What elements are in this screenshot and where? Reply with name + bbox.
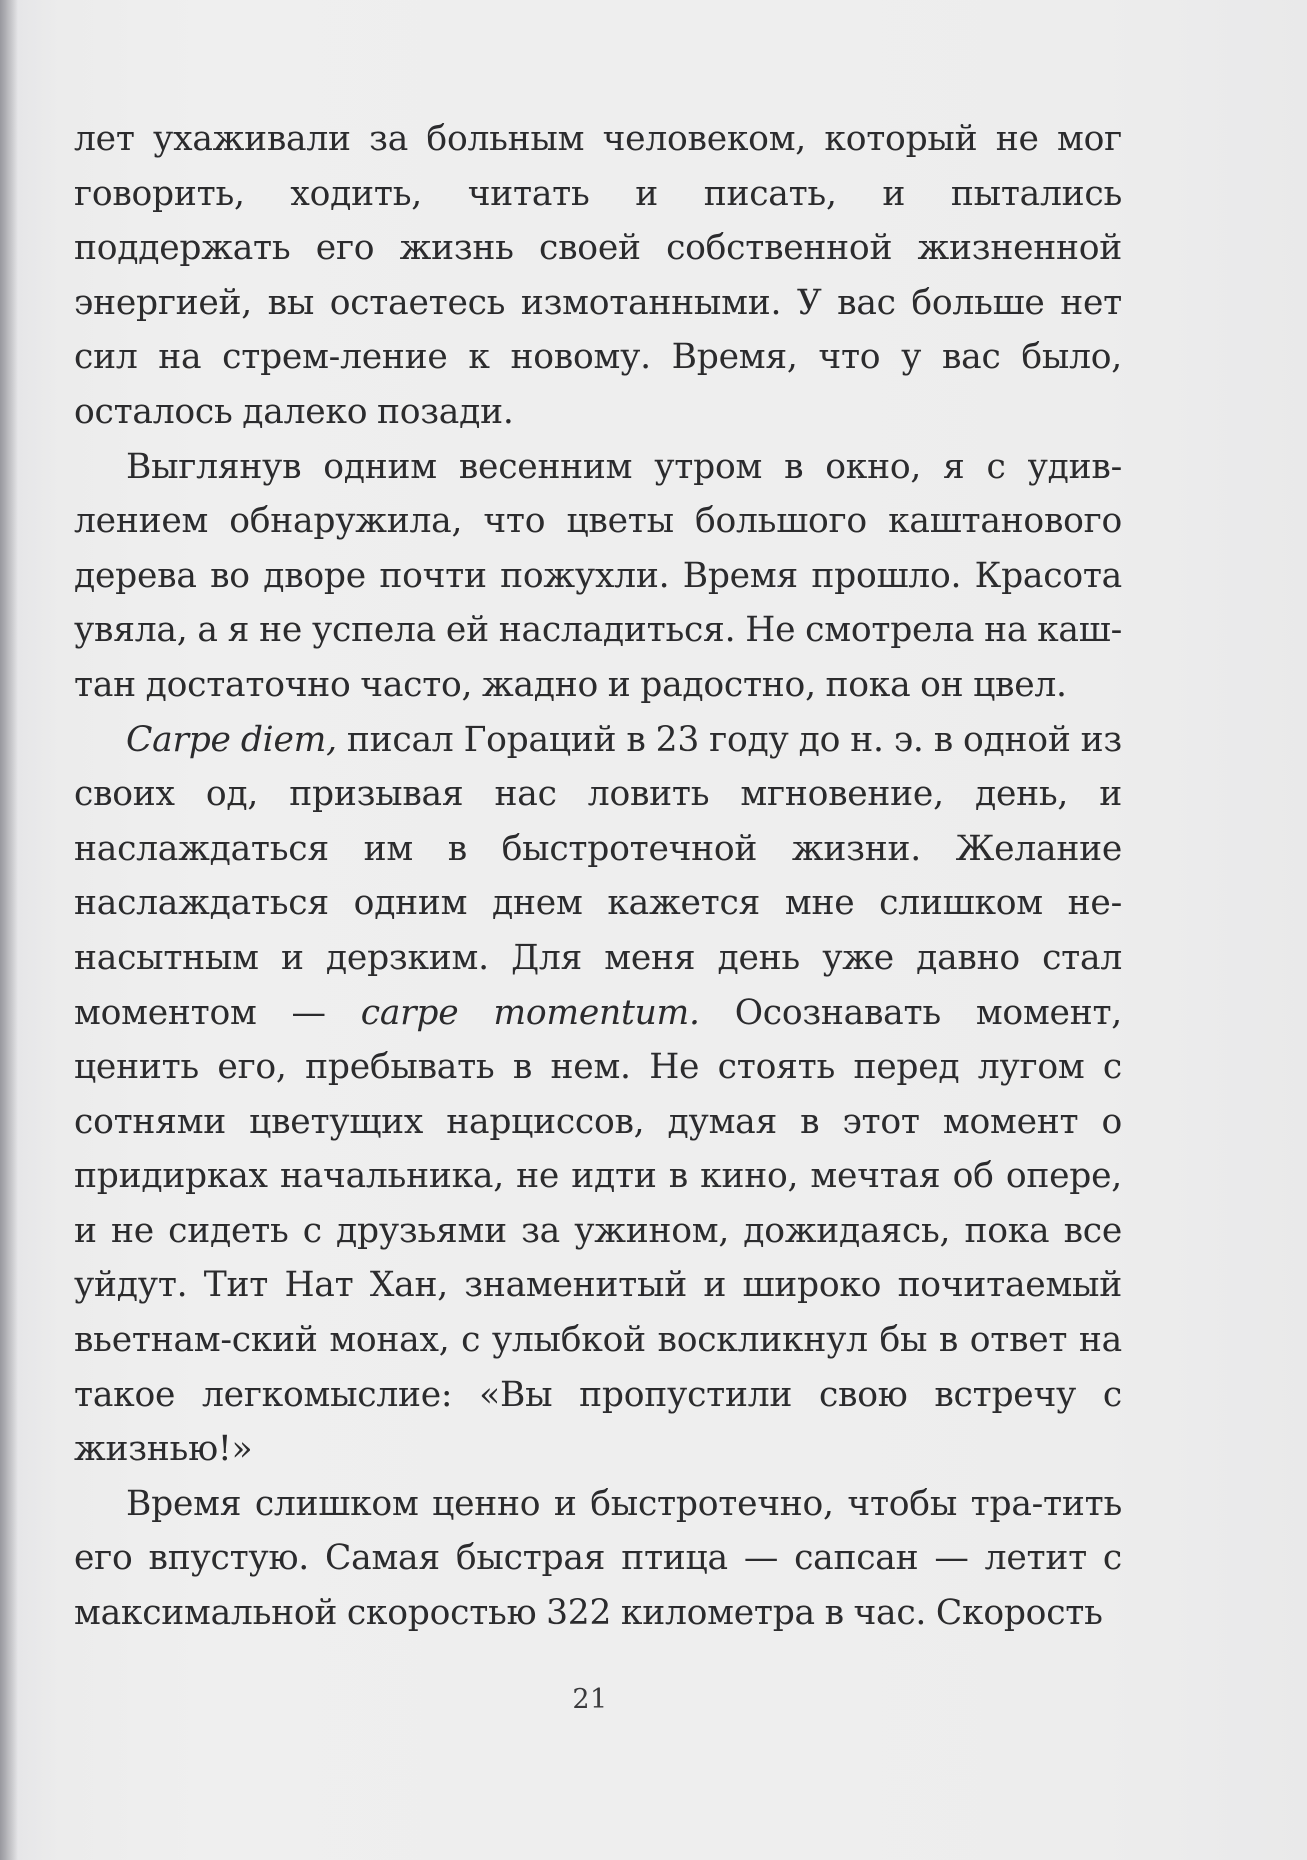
paragraph-1 bbox=[74, 112, 1122, 440]
paragraph-3-text-part-1: писал Гораций в 23 году до н. э. в одной из своих од, призывая нас ловить мгновение, день, и наслаждаться им в быстротечной жизни. Желание наслаждаться одним днем кажется мне слишком не-насытным и дерзким. Для меня день уже давно стал моментом — bbox=[74, 719, 1122, 1033]
paragraph-3 bbox=[74, 713, 1122, 1477]
paragraph-1-text: лет ухаживали за больным человеком, который не мог говорить, ходить, читать и писать, и пытались поддержать его жизнь своей собственной жизненной энергией, вы остаетесь измотанными. У вас больше нет сил на стрем-ление к новому. Время, что у вас было, осталось далеко позади. bbox=[74, 119, 1122, 432]
latin-phrase-carpe-diem: Carpe diem, bbox=[126, 719, 337, 760]
page-edge-shadow bbox=[0, 0, 18, 1860]
latin-phrase-carpe-momentum: carpe momentum. bbox=[360, 992, 700, 1033]
body-text bbox=[74, 112, 1122, 1641]
paragraph-4-text: Время слишком ценно и быстротечно, чтобы тра-тить его впустую. Самая быстрая птица — сапсан — летит с максимальной скоростью 322 километра в час. Скорость bbox=[74, 1483, 1122, 1634]
paragraph-2-text: Выглянув одним весенним утром в окно, я с удив-лением обнаружила, что цветы большого каштанового дерева во дворе почти пожухли. Время прошло. Красота увяла, а я не успела ей насладиться. Не смотрела на каш-тан достаточно часто, жадно и радостно, пока он цвел. bbox=[74, 446, 1122, 705]
paragraph-4 bbox=[74, 1477, 1122, 1641]
page-number: 21 bbox=[572, 1684, 608, 1715]
paragraph-2 bbox=[74, 440, 1122, 713]
paragraph-3-text-part-2: Осознавать момент, ценить его, пребывать в нем. Не стоять перед лугом с сотнями цветущих нарциссов, думая в этот момент о придирках начальника, не идти в кино, мечтая об опере, и не сидеть с друзьями за ужином, дожидаясь, пока все уйдут. Тит Нат Хан, знаменитый и широко почитаемый вьетнам-ский монах, с улыбкой воскликнул бы в ответ на такое легкомыслие: «Вы пропустили свою встречу с жизнью!» bbox=[74, 992, 1122, 1470]
